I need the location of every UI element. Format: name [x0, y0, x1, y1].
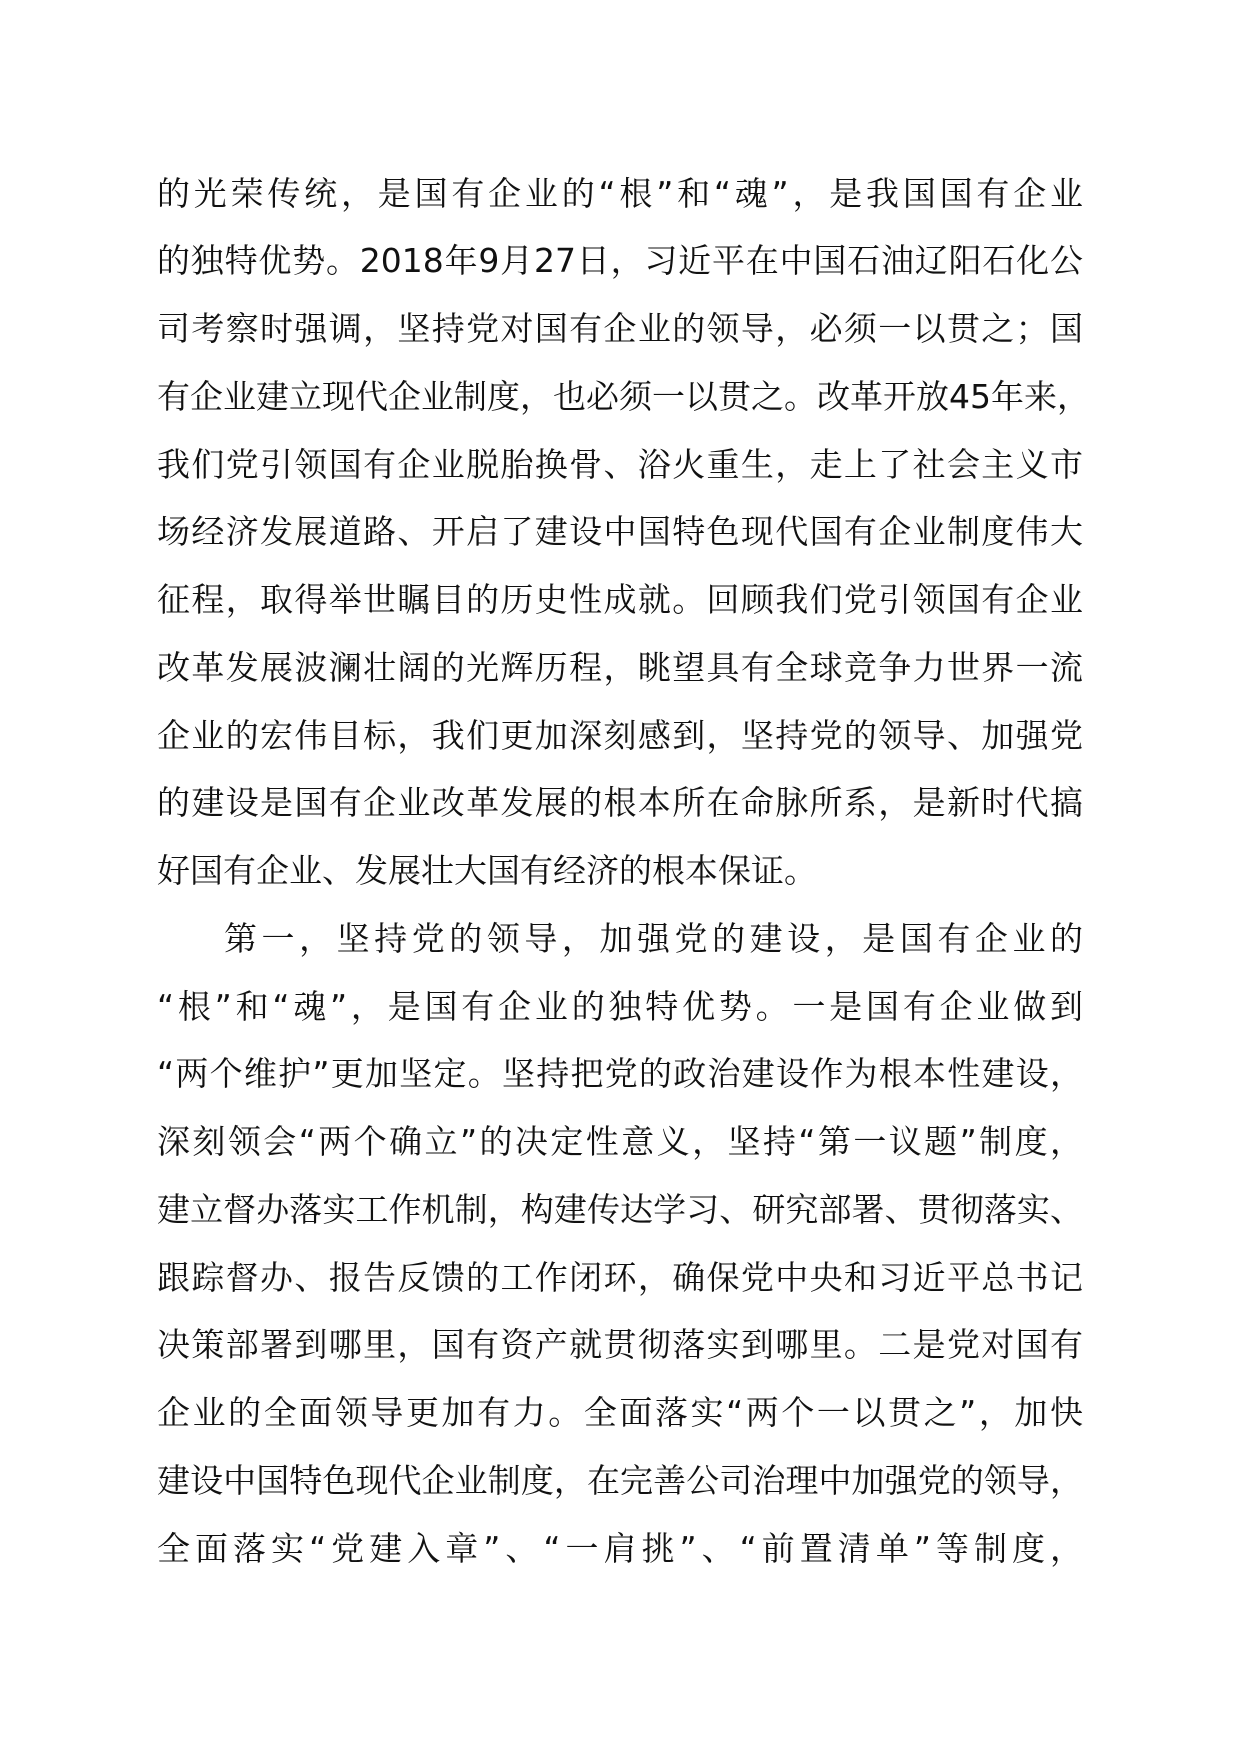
text-line: 建设中国特色现代企业制度，在完善公司治理中加强党的领导，	[157, 1461, 1083, 1500]
text-line: 的独特优势。2018年9月27日，习近平在中国石油辽阳石化公	[157, 241, 1083, 280]
text-line: 企业的宏伟目标，我们更加深刻感到，坚持党的领导、加强党	[157, 716, 1083, 755]
text-line: 第一，坚持党的领导，加强党的建设，是国有企业的	[224, 919, 1083, 958]
text-line: 跟踪督办、报告反馈的工作闭环，确保党中央和习近平总书记	[157, 1258, 1083, 1297]
text-line: 深刻领会“两个确立”的决定性意义，坚持“第一议题”制度，	[157, 1122, 1083, 1161]
text-line: 改革发展波澜壮阔的光辉历程，眺望具有全球竞争力世界一流	[157, 648, 1083, 687]
text-line: 征程，取得举世瞩目的历史性成就。回顾我们党引领国有企业	[157, 580, 1083, 619]
text-line: 的建设是国有企业改革发展的根本所在命脉所系，是新时代搞	[157, 783, 1083, 822]
text-line: 场经济发展道路、开启了建设中国特色现代国有企业制度伟大	[157, 512, 1083, 551]
text-line: 建立督办落实工作机制，构建传达学习、研究部署、贯彻落实、	[157, 1190, 1083, 1229]
text-line: 企业的全面领导更加有力。全面落实“两个一以贯之”，加快	[157, 1393, 1083, 1432]
text-line: 的光荣传统，是国有企业的“根”和“魂”，是我国国有企业	[157, 174, 1083, 213]
text-line: 我们党引领国有企业脱胎换骨、浴火重生，走上了社会主义市	[157, 445, 1083, 484]
text-line: 司考察时强调，坚持党对国有企业的领导，必须一以贯之；国	[157, 309, 1083, 348]
text-line: 决策部署到哪里，国有资产就贯彻落实到哪里。二是党对国有	[157, 1325, 1083, 1364]
text-line: 好国有企业、发展壮大国有经济的根本保证。	[157, 851, 817, 890]
text-line: 全面落实“党建入章”、“一肩挑”、“前置清单”等制度，	[157, 1529, 1083, 1568]
text-line: 有企业建立现代企业制度，也必须一以贯之。改革开放45年来，	[157, 377, 1090, 416]
text-line: “两个维护”更加坚定。坚持把党的政治建设作为根本性建设，	[157, 1054, 1083, 1093]
text-line: “根”和“魂”，是国有企业的独特优势。一是国有企业做到	[157, 987, 1083, 1026]
